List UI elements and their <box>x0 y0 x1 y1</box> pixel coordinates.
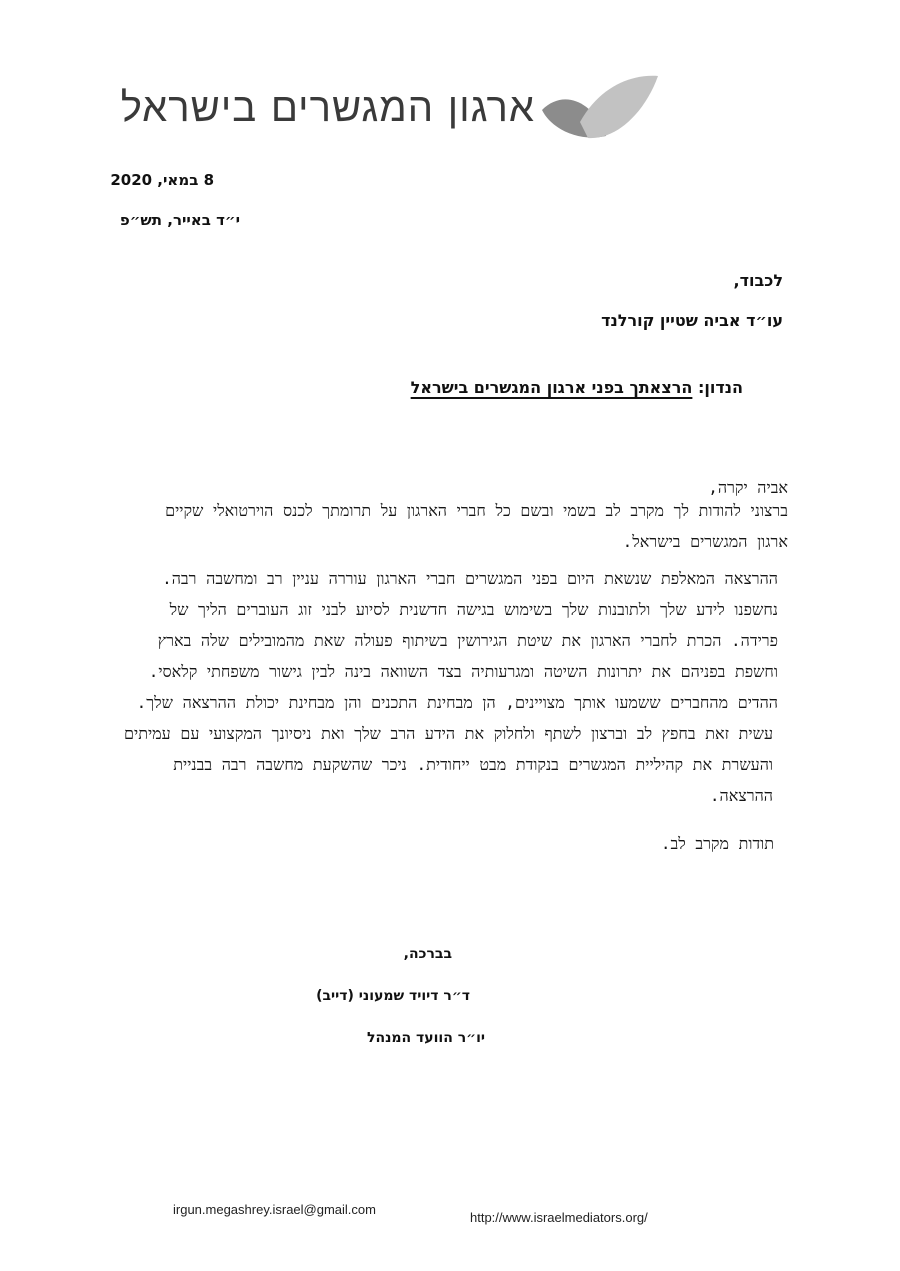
paragraph-line: ההדים מהחברים ששמעו אותך מצויינים, הן מבחינת התכנים והן מבחינת יכולת ההרצאה שלך. <box>136 693 778 712</box>
signatory-name: ד״ר דיויד שמעוני (דייב) <box>316 988 470 1004</box>
gregorian-date: 8 במאי, 2020 <box>110 171 214 189</box>
organization-logo <box>536 70 660 146</box>
hebrew-date: י״ד באייר, תש״פ <box>119 211 240 229</box>
subject-title: הרצאתך בפני ארגון המגשרים בישראל <box>410 378 693 397</box>
footer-email[interactable]: irgun.megashrey.israel@gmail.com <box>173 1202 376 1217</box>
subject-line <box>411 378 743 397</box>
paragraph-sharing <box>73 718 773 811</box>
signatory-role: יו״ר הוועד המנהל <box>366 1030 485 1046</box>
logo-right-wing <box>580 76 658 138</box>
paragraph-line: ברצוני להודות לך מקרב לב בשמי ובשם כל חברי הארגון על תרומתך לכנס הוירטואלי שקיים <box>165 501 788 520</box>
paragraph-line: וחשפת בפניהם את יתרונות השיטה ומגרעותיה בצד השוואה בינה לבין גישור משפחתי קלאסי. <box>148 662 778 681</box>
paragraph-lecture <box>58 563 778 718</box>
salutation: אביה יקרה, <box>708 478 788 497</box>
paragraph-thanks <box>108 495 788 557</box>
recipient-name: עו״ד אביה שטיין קורלנד <box>601 311 783 330</box>
closing-thanks: תודות מקרב לב. <box>660 834 774 853</box>
subject-prefix: הנדון: <box>697 378 743 397</box>
paragraph-line: נחשפנו לידע שלך ולתובנות שלך בשימוש בגישה חדשנית לסיוע לבני זוג העוברים הליך של <box>169 600 778 619</box>
paragraph-line: ההרצאה. <box>709 786 773 805</box>
paragraph-line: עשית זאת בחפץ לב וברצון לשתף ולחלוק את הידע הרב שלך ואת ניסיונך המקצועי עם עמיתים <box>124 724 773 743</box>
paragraph-line: ההרצאה המאלפת שנשאת היום בפני המגשרים חברי הארגון עוררה עניין רב ומחשבה רבה. <box>162 569 778 588</box>
paragraph-line: פרידה. הכרת לחברי הארגון את שיטת הגירושין בשיתוף פעולה שאת מהמובילים שלה בארץ <box>157 631 778 650</box>
signature-greeting: בברכה, <box>403 946 452 962</box>
organization-name: ארגון המגשרים בישראל <box>120 85 535 131</box>
recipient-label: לכבוד, <box>733 271 783 290</box>
paragraph-line: ארגון המגשרים בישראל. <box>622 532 788 551</box>
footer-website-link[interactable]: http://www.israelmediators.org/ <box>470 1210 648 1225</box>
paragraph-line: והעשרת את קהיליית המגשרים בנקודת מבט ייחודית. ניכר שהשקעת מחשבה רבה בבניית <box>173 755 773 774</box>
